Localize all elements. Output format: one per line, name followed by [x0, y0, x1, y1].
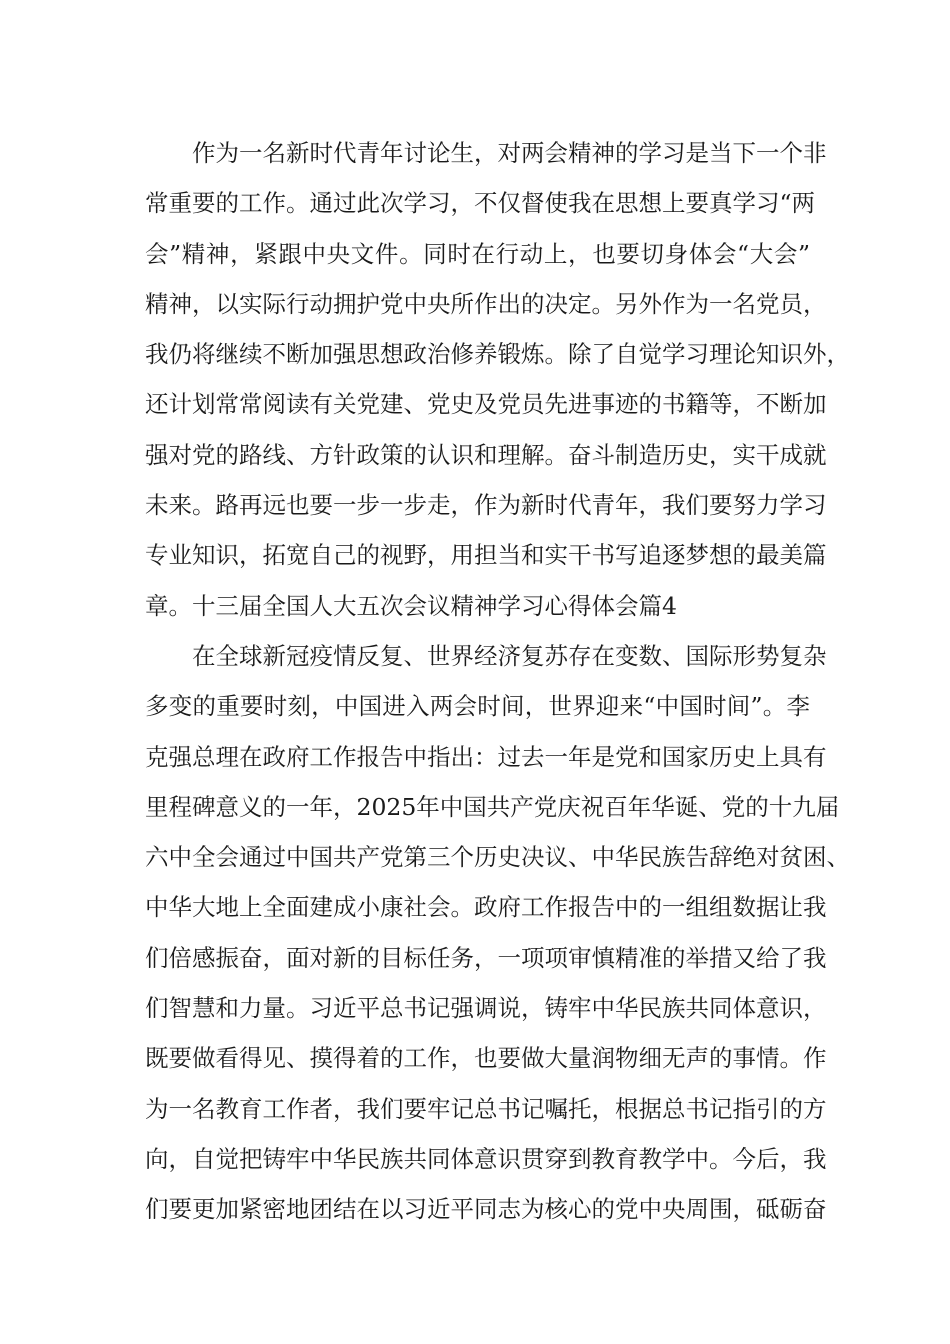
text-line: 克强总理在政府工作报告中指出：过去一年是党和国家历史上具有: [145, 742, 827, 771]
text-line: 未来。路再远也要一步一步走，作为新时代青年，我们要努力学习: [145, 491, 827, 520]
text-line: 既要做看得见、摸得着的工作，也要做大量润物细无声的事情。作: [145, 1044, 827, 1073]
paragraph-1: [145, 132, 850, 635]
text-line: 们倍感振奋，面对新的目标任务，一项项审慎精准的举措又给了我: [145, 943, 827, 972]
text-line: 专业知识，拓宽自己的视野，用担当和实干书写追逐梦想的最美篇: [145, 541, 827, 570]
text-line: 精神，以实际行动拥护党中央所作出的决定。另外作为一名党员，: [145, 289, 827, 318]
paragraph-2: [145, 635, 850, 1239]
text-line: 六中全会通过中国共产党第三个历史决议、中华民族告辞绝对贫困、: [145, 843, 850, 872]
text-line: 常重要的工作。通过此次学习，不仅督使我在思想上要真学习“两: [145, 189, 816, 218]
text-line: 作为一名新时代青年讨论生，对两会精神的学习是当下一个非: [192, 139, 827, 167]
text-line: 我仍将继续不断加强思想政治修养锻炼。除了自觉学习理论知识外，: [145, 340, 850, 369]
text-line: 们智慧和力量。习近平总书记强调说，铸牢中华民族共同体意识，: [145, 994, 827, 1023]
text-line: 向，自觉把铸牢中华民族共同体意识贯穿到教育教学中。今后，我: [145, 1144, 827, 1173]
text-line: 强对党的路线、方针政策的认识和理解。奋斗制造历史，实干成就: [145, 440, 827, 469]
text-line: 章。十三届全国人大五次会议精神学习心得体会篇4: [145, 591, 677, 620]
text-line: 里程碑意义的一年，2025年中国共产党庆祝百年华诞、党的十九届: [145, 792, 840, 821]
text-line: 为一名教育工作者，我们要牢记总书记嘱托，根据总书记指引的方: [145, 1094, 827, 1123]
text-line: 多变的重要时刻，中国进入两会时间，世界迎来“中国时间”。李: [145, 692, 810, 721]
text-line: 在全球新冠疫情反复、世界经济复苏存在变数、国际形势复杂: [192, 641, 827, 670]
document-body: [145, 132, 850, 1239]
text-line: 会”精神，紧跟中央文件。同时在行动上，也要切身体会“大会”: [145, 239, 810, 268]
text-line: 还计划常常阅读有关党建、党史及党员先进事迹的书籍等，不断加: [145, 390, 827, 419]
text-line: 们要更加紧密地团结在以习近平同志为核心的党中央周围，砥砺奋: [145, 1195, 827, 1224]
text-line: 中华大地上全面建成小康社会。政府工作报告中的一组组数据让我: [145, 893, 827, 922]
